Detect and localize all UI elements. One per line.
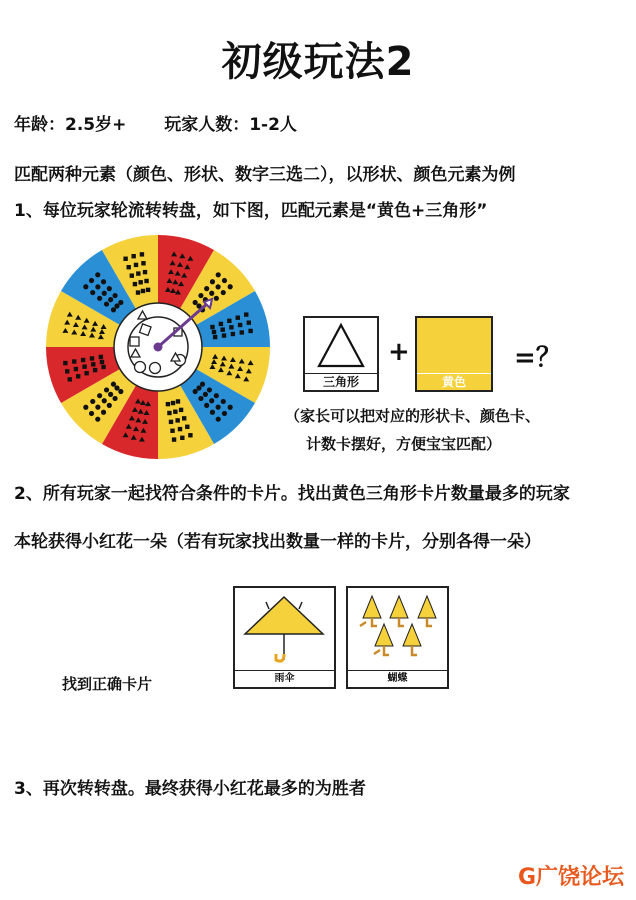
step1-text: 1、每位玩家轮流转转盘，如下图，匹配元素是“黄色+三角形” bbox=[14, 201, 488, 221]
plus-sign: + bbox=[388, 337, 410, 367]
wheel-dot-mark bbox=[111, 382, 116, 387]
wheel-dot-mark bbox=[112, 396, 117, 401]
wheel-square-mark bbox=[134, 263, 138, 267]
wheel-square-mark bbox=[76, 374, 80, 378]
wheel-square-mark bbox=[231, 332, 235, 336]
wheel-dot-mark bbox=[83, 284, 88, 289]
wheel-square-mark bbox=[72, 359, 76, 363]
wheel-square-mark bbox=[247, 320, 251, 324]
wheel-dot-mark bbox=[97, 393, 102, 398]
wheel-square-mark bbox=[166, 402, 170, 406]
wheel-square-mark bbox=[179, 408, 183, 412]
wheel-dot-mark bbox=[90, 290, 95, 295]
step3-text: 3、再次转转盘。最终获得小红花最多的为胜者 bbox=[14, 779, 366, 799]
wheel-dot-mark bbox=[221, 399, 226, 404]
wheel-square-mark bbox=[182, 416, 186, 420]
wheel-dot-mark bbox=[118, 300, 123, 305]
wheel-dot-mark bbox=[114, 303, 119, 308]
wheel-square-mark bbox=[180, 436, 184, 440]
wheel-square-mark bbox=[244, 312, 248, 316]
wheel-square-mark bbox=[236, 316, 240, 320]
wheel-square-mark bbox=[178, 427, 182, 431]
butterfly-card-label: 蝴蝶 bbox=[348, 670, 447, 687]
wheel-dot-mark bbox=[204, 403, 209, 408]
wheel-square-mark bbox=[143, 270, 147, 274]
wheel-square-mark bbox=[131, 254, 135, 258]
wheel-square-mark bbox=[90, 356, 94, 360]
spinner-pivot bbox=[154, 343, 163, 352]
wheel-dot-mark bbox=[89, 278, 94, 283]
wheel-square-mark bbox=[127, 265, 131, 269]
wheel-dot-mark bbox=[222, 278, 227, 283]
wheel-dot-mark bbox=[228, 405, 233, 410]
step2-text: 2、所有玩家一起找符合条件的卡片。找出黄色三角形卡片数量最多的玩家 bbox=[14, 484, 570, 504]
wheel-dot-mark bbox=[216, 405, 221, 410]
wheel-dot-mark bbox=[107, 286, 112, 291]
wheel-square-mark bbox=[100, 360, 104, 364]
wheel-dot-mark bbox=[228, 284, 233, 289]
wheel-square-mark bbox=[175, 418, 179, 422]
wheel-square-mark bbox=[248, 329, 252, 333]
wheel-dot-mark bbox=[95, 405, 100, 410]
wheel-dot-mark bbox=[107, 403, 112, 408]
find-correct-card-label: 找到正确卡片 bbox=[62, 675, 153, 693]
wheel-square-mark bbox=[167, 411, 171, 415]
wheel-dot-mark bbox=[108, 392, 113, 397]
wheel-dot-mark bbox=[102, 398, 107, 403]
players-text: 玩家人数：1-2人 bbox=[164, 115, 297, 135]
yellow-swatch bbox=[417, 318, 491, 374]
spinner-wheel[interactable] bbox=[44, 233, 272, 461]
wheel-dot-mark bbox=[101, 410, 106, 415]
wheel-dot-mark bbox=[102, 291, 107, 296]
butterfly-triangles-icon bbox=[348, 588, 447, 671]
wheel-square-mark bbox=[91, 362, 95, 366]
color-card-label: 黄色 bbox=[417, 373, 491, 390]
wheel-square-mark bbox=[176, 399, 180, 403]
wheel-dot-mark bbox=[95, 284, 100, 289]
intro-text: 匹配两种元素（颜色、形状、数字三选二），以形状、颜色元素为例 bbox=[14, 165, 516, 185]
site-logo: G广饶论坛 bbox=[517, 865, 624, 890]
wheel-square-mark bbox=[219, 322, 223, 326]
wheel-square-mark bbox=[68, 377, 72, 381]
wheel-square-mark bbox=[63, 361, 67, 365]
equals-question: =？ bbox=[514, 343, 562, 373]
triangle-icon bbox=[305, 318, 377, 374]
wheel-square-mark bbox=[222, 333, 226, 337]
wheel-dot-mark bbox=[114, 385, 119, 390]
wheel-dot-mark bbox=[222, 411, 227, 416]
wheel-square-mark bbox=[65, 369, 69, 373]
wheel-square-mark bbox=[170, 429, 174, 433]
shape-card[interactable] bbox=[303, 316, 379, 392]
wheel-square-mark bbox=[136, 271, 140, 275]
wheel-square-mark bbox=[210, 325, 214, 329]
wheel-square-mark bbox=[74, 367, 78, 371]
wheel-square-mark bbox=[123, 257, 127, 261]
wheel-dot-mark bbox=[216, 284, 221, 289]
umbrella-card[interactable] bbox=[233, 586, 336, 689]
wheel-square-mark bbox=[172, 437, 176, 441]
wheel-dot-mark bbox=[204, 286, 209, 291]
wheel-dot-mark bbox=[108, 297, 113, 302]
wheel-square-mark bbox=[141, 261, 145, 265]
wheel-square-mark bbox=[173, 410, 177, 414]
wheel-square-mark bbox=[136, 290, 140, 294]
wheel-dot-mark bbox=[203, 392, 208, 397]
wheel-dot-mark bbox=[216, 272, 221, 277]
wheel-dot-mark bbox=[196, 385, 201, 390]
wheel-dot-mark bbox=[112, 293, 117, 298]
wheel-dot-mark bbox=[216, 417, 221, 422]
wheel-square-mark bbox=[81, 358, 85, 362]
wheel-square-mark bbox=[240, 330, 244, 334]
wheel-square-mark bbox=[130, 273, 134, 277]
wheel-dot-mark bbox=[111, 307, 116, 312]
wheel-square-mark bbox=[212, 330, 216, 334]
wheel-dot-mark bbox=[209, 398, 214, 403]
wheel-dot-mark bbox=[210, 279, 215, 284]
wheel-square-mark bbox=[171, 401, 175, 405]
wheel-square-mark bbox=[146, 288, 150, 292]
wheel-square-mark bbox=[99, 355, 103, 359]
wheel-square-mark bbox=[138, 280, 142, 284]
wheel-square-mark bbox=[101, 365, 105, 369]
wheel-dot-mark bbox=[193, 389, 198, 394]
reward-text: 本轮获得小红花一朵（若有玩家找出数量一样的卡片，分别各得一朵） bbox=[14, 532, 541, 552]
wheel-dot-mark bbox=[101, 279, 106, 284]
wheel-square-mark bbox=[188, 433, 192, 437]
butterfly-card[interactable] bbox=[346, 586, 449, 689]
wheel-square-mark bbox=[227, 319, 231, 323]
wheel-square-mark bbox=[82, 364, 86, 368]
note-line-1: （家长可以把对应的形状卡、颜色卡、 bbox=[285, 407, 541, 425]
wheel-square-mark bbox=[140, 252, 144, 256]
color-card[interactable] bbox=[415, 316, 493, 392]
wheel-dot-mark bbox=[221, 290, 226, 295]
wheel-dot-mark bbox=[95, 417, 100, 422]
wheel-dot-mark bbox=[97, 296, 102, 301]
wheel-dot-mark bbox=[104, 387, 109, 392]
wheel-dot-mark bbox=[95, 272, 100, 277]
wheel-dot-mark bbox=[83, 405, 88, 410]
wheel-dot-mark bbox=[198, 293, 203, 298]
page-title: 初级玩法2 bbox=[221, 39, 415, 85]
wheel-dot-mark bbox=[193, 300, 198, 305]
wheel-dot-mark bbox=[207, 387, 212, 392]
wheel-square-mark bbox=[221, 327, 225, 331]
wheel-dot-mark bbox=[104, 301, 109, 306]
wheel-square-mark bbox=[93, 368, 97, 372]
wheel-dot-mark bbox=[214, 296, 219, 301]
wheel-dot-mark bbox=[200, 382, 205, 387]
shape-card-label: 三角形 bbox=[305, 373, 377, 390]
wheel-dot-mark bbox=[89, 411, 94, 416]
wheel-dot-mark bbox=[214, 393, 219, 398]
wheel-dot-mark bbox=[118, 389, 123, 394]
wheel-square-mark bbox=[185, 425, 189, 429]
umbrella-icon bbox=[235, 588, 334, 671]
wheel-square-mark bbox=[141, 289, 145, 293]
wheel-square-mark bbox=[133, 282, 137, 286]
wheel-square-mark bbox=[213, 335, 217, 339]
wheel-dot-mark bbox=[209, 291, 214, 296]
wheel-square-mark bbox=[84, 371, 88, 375]
wheel-dot-mark bbox=[210, 410, 215, 415]
wheel-dot-mark bbox=[198, 396, 203, 401]
age-text: 年龄：2.5岁+ bbox=[14, 115, 127, 135]
wheel-square-mark bbox=[144, 279, 148, 283]
wheel-dot-mark bbox=[90, 399, 95, 404]
wheel-square-mark bbox=[238, 323, 242, 327]
note-line-2: 计数卡摆好，方便宝宝匹配） bbox=[306, 435, 502, 453]
umbrella-card-label: 雨伞 bbox=[235, 670, 334, 687]
meta-row bbox=[14, 110, 297, 135]
wheel-square-mark bbox=[169, 420, 173, 424]
wheel-square-mark bbox=[229, 325, 233, 329]
